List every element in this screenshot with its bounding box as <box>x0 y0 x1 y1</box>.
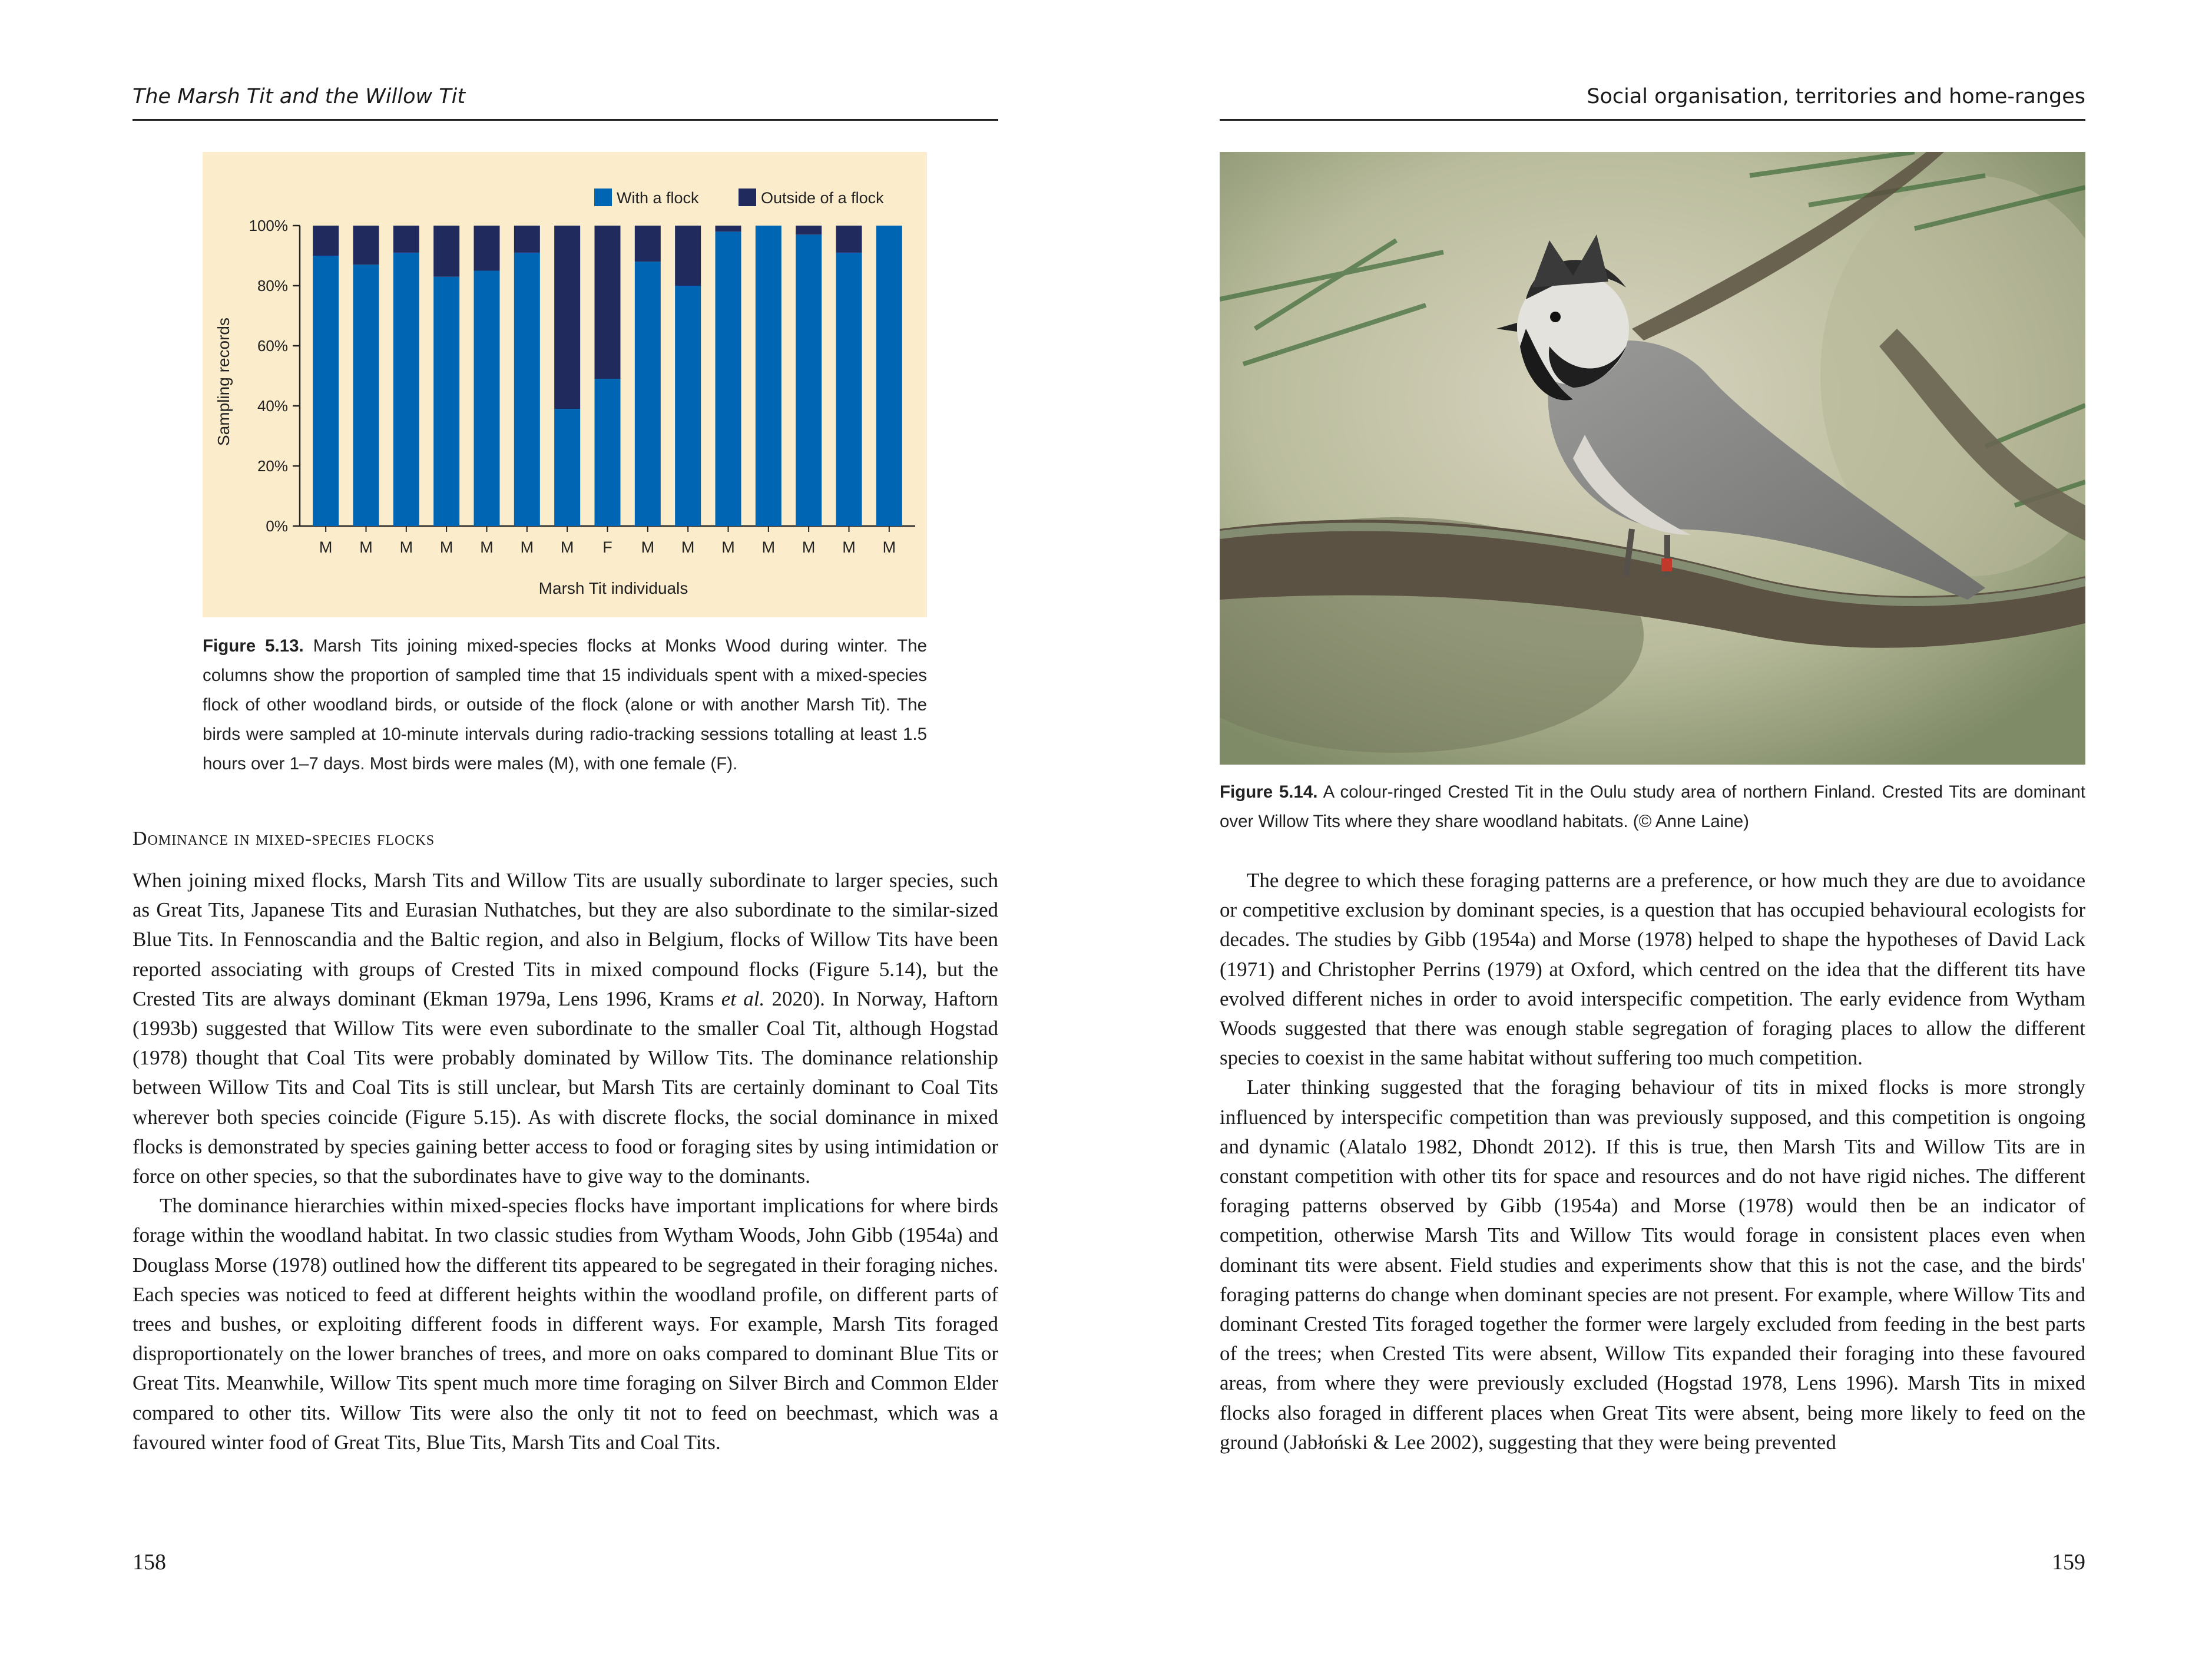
bar-with-flock <box>514 253 540 526</box>
y-tick-label: 20% <box>257 457 288 475</box>
running-head-right <box>1220 82 2085 121</box>
y-axis-title: Sampling records <box>214 318 233 446</box>
left-page <box>133 0 998 1670</box>
figure-caption-text: Marsh Tits joining mixed-species flocks at Monks Wood during winter. The columns show the proportion of sampled time that 15 individuals spent with a mixed-species flock of other woodland birds, or outside of the flock (alone or with another Marsh Tit). The birds were sampled at 10-minute intervals during radio-tracking sessions totalling at least 1.5 hours over 1–7 days. Most birds were males (M), with one female (F). <box>203 636 927 773</box>
legend-label-outside-flock: Outside of a flock <box>761 189 884 207</box>
bar-with-flock <box>474 271 500 527</box>
stacked-bar-chart <box>203 152 927 617</box>
paragraph <box>133 866 998 1191</box>
crested-tit-photo <box>1220 152 2085 765</box>
bar-with-flock <box>796 234 822 526</box>
right-body-text <box>1220 866 2085 1457</box>
x-tick-label: M <box>641 538 655 556</box>
running-head-left <box>133 82 998 121</box>
bar-outside-flock <box>836 226 862 253</box>
bar-with-flock <box>635 262 661 526</box>
bar-outside-flock <box>635 226 661 262</box>
photo-illustration <box>1220 152 2085 765</box>
x-tick-label: M <box>882 538 896 556</box>
x-tick-label: M <box>681 538 695 556</box>
figure-label: Figure 5.13. <box>203 636 304 656</box>
paragraph: The degree to which these foraging patterns are a preference, or how much they are due to avoidance or competitive exclusion by dominant species, is a question that has occupied behavioural ecologists for decades. The studies by Gibb (1954a) and Morse (1978) helped to shape the hypotheses of David Lack (1971) and Christopher Perrins (1979) at Oxford, which centred on the idea that the different tits have evolved different niches in order to avoid interspecific competition. The early evidence from Wytham Woods suggested that there was enough stable segregation of foraging places to allow the different species to coexist in the same habitat without suffering too much competition. <box>1220 869 2085 1070</box>
x-axis-title: Marsh Tit individuals <box>538 579 688 597</box>
x-tick-label: M <box>721 538 735 556</box>
figure-label: Figure 5.14. <box>1220 782 1318 802</box>
y-tick-label: 40% <box>257 397 288 415</box>
x-tick-label: M <box>520 538 534 556</box>
bar-with-flock <box>675 286 701 526</box>
bar-with-flock <box>393 253 419 526</box>
paragraph-italic: et al. <box>721 987 765 1010</box>
y-tick-label: 80% <box>257 277 288 295</box>
bar-outside-flock <box>675 226 701 286</box>
running-head-text: Social organisation, territories and home-ranges <box>1587 85 2085 108</box>
bar-with-flock <box>876 226 902 526</box>
bar-with-flock <box>716 232 741 526</box>
x-tick-label: M <box>319 538 333 556</box>
paragraph: Later thinking suggested that the foraging behaviour of tits in mixed flocks is more strongly influenced by interspecific competition than was previously supposed, and this competition is ongoing and dynamic (Alatalo 1982, Dhondt 2012). If this is true, then Marsh Tits and Willow Tits are in constant competition with other tits for space and resources and do not have rigid niches. The different foraging patterns observed by Gibb (1954a) and Morse (1978) would then be an indicator of competition, otherwise Marsh Tits and Willow Tits would forage in consistent places even when dominant tits were absent. Field studies and experiments show that this is not the case, and the birds' foraging patterns do change when dominant species are not present. For example, where Willow Tits and dominant Crested Tits foraged together the former were largely excluded from feeding in the best parts of the trees; when Crested Tits were absent, Willow Tits expanded their foraging into these favoured areas, from where they were previously excluded (Hogstad 1978, Lens 1996). Marsh Tits in mixed flocks also foraged in different places when Great Tits were absent, being more likely to feed on the ground (Jabłoński & Lee 2002), suggesting that they were being prevented <box>1220 1076 2085 1454</box>
bar-outside-flock <box>716 226 741 232</box>
bar-with-flock <box>353 264 379 526</box>
left-body-text <box>133 866 998 1457</box>
section-heading: Dominance in mixed-species flocks <box>133 828 435 849</box>
bar-with-flock <box>554 409 580 526</box>
bar-outside-flock <box>393 226 419 253</box>
figure-caption-text: A colour-ringed Crested Tit in the Oulu study area of northern Finland. Crested Tits are dominant over Willow Tits where they share woodland habitats. (© Anne Laine) <box>1220 782 2085 831</box>
bar-outside-flock <box>514 226 540 253</box>
x-tick-label: M <box>761 538 776 556</box>
bar-with-flock <box>433 277 459 526</box>
bar-outside-flock <box>554 226 580 409</box>
legend-swatch-outside-flock <box>739 189 756 206</box>
y-tick-label: 60% <box>257 337 288 355</box>
x-tick-label: M <box>399 538 413 556</box>
x-tick-label: M <box>802 538 816 556</box>
bar-with-flock <box>595 379 621 526</box>
bar-outside-flock <box>796 226 822 234</box>
bar-outside-flock <box>474 226 500 271</box>
paragraph-text: When joining mixed flocks, Marsh Tits and Willow Tits are usually subordinate to larger species, such as Great Tits, Japanese Tits and Eurasian Nuthatches, but they are also subordinate to the similar-sized Blue Tits. In Fennoscandia and the Baltic region, and also in Belgium, flocks of Willow Tits have been reported associating with groups of Crested Tits in mixed compound flocks (Figure 5.14), but the Crested Tits are always dominant (Ekman 1979a, Lens 1996, Krams <box>133 869 998 1010</box>
x-tick-label: M <box>359 538 373 556</box>
running-head-text: The Marsh Tit and the Willow Tit <box>133 85 466 108</box>
bar-with-flock <box>313 256 339 526</box>
bar-outside-flock <box>353 226 379 264</box>
x-tick-label: M <box>480 538 494 556</box>
bar-outside-flock <box>313 226 339 256</box>
figure-5-13-chart <box>203 152 927 617</box>
x-tick-label: M <box>560 538 574 556</box>
y-tick-label: 0% <box>266 517 288 535</box>
x-tick-label: F <box>602 538 612 556</box>
bar-outside-flock <box>595 226 621 379</box>
page-number-right: 159 <box>2052 1550 2085 1575</box>
x-tick-label: M <box>439 538 453 556</box>
paragraph: The dominance hierarchies within mixed-species flocks have important implications for where birds forage within the woodland habitat. In two classic studies from Wytham Woods, John Gibb (1954a) and Douglass Morse (1978) outlined how the different tits appeared to be segregated in their foraging niches. Each species was noticed to feed at different heights within the woodland profile, on different parts of trees and bushes, or exploiting different foods in different ways. For example, Marsh Tits foraged disproportionately on the lower branches of trees, and more on oaks compared to dominant Blue Tits or Great Tits. Meanwhile, Willow Tits spent much more time foraging on Silver Birch and Common Elder compared to other tits. Willow Tits were also the only tit not to feed on beechmast, which was a favoured winter food of Great Tits, Blue Tits, Marsh Tits and Coal Tits. <box>133 1194 998 1454</box>
right-page <box>1220 0 2085 1670</box>
legend-swatch-with-flock <box>594 189 612 206</box>
bar-outside-flock <box>433 226 459 277</box>
legend-label-with-flock: With a flock <box>617 189 699 207</box>
x-tick-label: M <box>842 538 856 556</box>
paragraph-text: 2020). In Norway, Haftorn (1993b) suggested that Willow Tits were even subordinate to the smaller Coal Tit, although Hogstad (1978) thought that Coal Tits were probably dominated by Willow Tits. The dominance relationship between Willow Tits and Coal Tits is still unclear, but Marsh Tits are certainly dominant to Coal Tits wherever both species coincide (Figure 5.15). As with discrete flocks, the social dominance in mixed flocks is demonstrated by species gaining better access to food or foraging sites by using intimidation or force on other species, so that the subordinates have to give way to the dominants. <box>133 987 999 1188</box>
bar-with-flock <box>836 253 862 526</box>
y-tick-label: 100% <box>249 217 288 234</box>
bar-with-flock <box>756 226 782 526</box>
page-number-left: 158 <box>133 1550 166 1575</box>
figure-5-13-caption <box>203 631 927 779</box>
figure-5-14-caption <box>1220 778 2085 836</box>
